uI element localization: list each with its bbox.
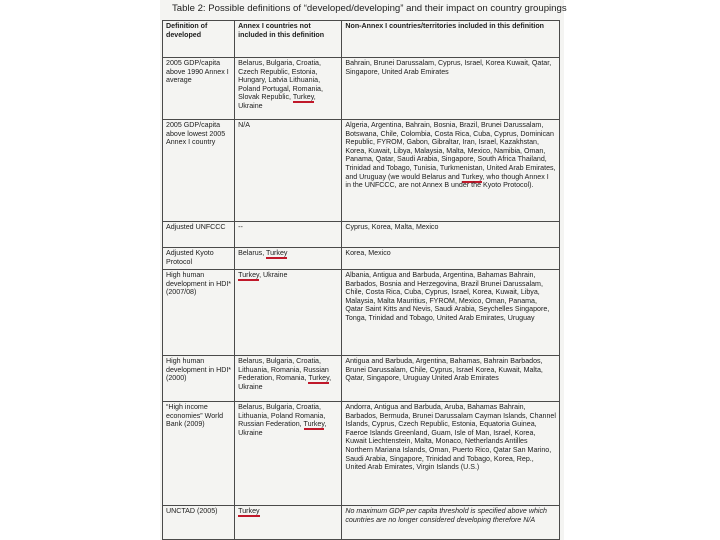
row-definition: High human development in HDI* (2000) bbox=[163, 356, 235, 402]
annex-text: Belarus, Bulgaria, Croatia, Lithuania, Poland Romania, Russian Federation, bbox=[238, 403, 326, 429]
annex-text-end: , Ukraine bbox=[238, 374, 332, 391]
header-nonannex-included: Non-Annex I countries/territories included in this definition bbox=[342, 21, 560, 58]
nonannex-text: Algeria, Argentina, Bahrain, Bosnia, Brazil, Brunei Darussalam, Botswana, Chile, Colombia, Costa Rica, Cuba, Cyprus, Dominican Republic, FYROM, Gabon, Gibraltar, Iran, Israel, Kazakhstan, Korea, Kuwait, Libya, Malaysia, Malta, Mexico, Namibia, Oman, Panama, Qatar, Saudi Arabia, Singapore, South Africa Thailand, Trinidad and Tobago, Tunisia, Turkmenistan, United Arab Emirates, and Uruguay (we would Belarus and bbox=[345, 121, 556, 181]
definitions-table bbox=[162, 20, 560, 540]
row-annex bbox=[235, 402, 342, 506]
header-definition: Definition of developed bbox=[163, 21, 235, 58]
turkey-highlight: Turkey bbox=[308, 374, 330, 383]
table-title: Table 2: Possible definitions of “developed/developing” and their impact on country groupings bbox=[172, 3, 567, 14]
row-nonannex: Bahrain, Brunei Darussalam, Cyprus, Israel, Korea Kuwait, Qatar, Singapore, United Arab Emirates bbox=[342, 58, 560, 120]
row-definition: Adjusted UNFCCC bbox=[163, 222, 235, 248]
row-definition: UNCTAD (2005) bbox=[163, 506, 235, 540]
table-row bbox=[163, 270, 560, 356]
table-row bbox=[163, 356, 560, 402]
row-definition: 2005 GDP/capita above 1990 Annex I average bbox=[163, 58, 235, 120]
row-annex bbox=[235, 248, 342, 270]
row-nonannex: Korea, Mexico bbox=[342, 248, 560, 270]
row-definition: Adjusted Kyoto Protocol bbox=[163, 248, 235, 270]
row-nonannex: Albania, Antigua and Barbuda, Argentina, Bahamas Bahrain, Barbados, Bosnia and Herzegovina, Brazil Brunei Darussalam, Chile, Costa Rica, Cuba, Cyprus, Israel, Korea, Kuwait, Libya, Malaysia, Malta Mauritius, FYROM, Mexico, Oman, Panama, Qatar Saint Kitts and Nevis, Saudi Arabia, Seychelles Singapore, Tonga, Trinidad and Tobago, United Arab Emirates, Uruguay bbox=[342, 270, 560, 356]
nonannex-text-end: , who though Annex I in the UNFCCC, are not Annex B under the Kyoto Protocol). bbox=[345, 172, 549, 190]
row-annex bbox=[235, 506, 342, 540]
turkey-highlight: Turkey bbox=[238, 271, 260, 279]
table-row bbox=[163, 58, 560, 120]
row-annex: N/A bbox=[235, 120, 342, 222]
row-nonannex: No maximum GDP per capita threshold is specified above which countries are no longer considered developing therefore N/A bbox=[342, 506, 560, 540]
row-annex bbox=[235, 270, 342, 356]
turkey-highlight: Turkey bbox=[238, 507, 260, 515]
row-definition: High human development in HDI* (2007/08) bbox=[163, 270, 235, 356]
turkey-highlight: Turkey bbox=[292, 93, 314, 102]
annex-text-end: , Ukraine bbox=[238, 93, 316, 110]
row-nonannex: Antigua and Barbuda, Argentina, Bahamas, Bahrain Barbados, Brunei Darussalam, Chile, Cyprus, Israel Korea, Kuwait, Malta, Qatar, Singapore, Uruguay United Arab Emirates bbox=[342, 356, 560, 402]
table-row bbox=[163, 506, 560, 540]
annex-text: Belarus, Bulgaria, Croatia, Lithuania, Romania, Russian Federation, Romania, bbox=[238, 357, 329, 383]
row-nonannex: Andorra, Antigua and Barbuda, Aruba, Bahamas Bahrain, Barbados, Bermuda, Brunei Darussalam Cayman Islands, Channel Islands, Cyprus, Czech Republic, Estonia, Equatoria Guinea, Faeroe Islands Greenland, Guam, Isle of Man, Israel, Korea, Kuwait Liechtenstein, Malta, Monaco, Netherlands Antilles Northern Mariana Islands, Oman, Puerto Rico, Qatar San Marino, Saudi Arabia, Singapore, Trinidad and Tobago, Korea, Rep., United Arab Emirates, Virgin Islands (U.S.) bbox=[342, 402, 560, 506]
table-row bbox=[163, 402, 560, 506]
table-row bbox=[163, 248, 560, 270]
header-annex-not-included: Annex I countries not included in this definition bbox=[235, 21, 342, 58]
row-definition: 2005 GDP/capita above lowest 2005 Annex I country bbox=[163, 120, 235, 222]
row-annex bbox=[235, 356, 342, 402]
turkey-highlight: Turkey bbox=[461, 172, 483, 181]
annex-text: Belarus, Bulgaria, Croatia, Czech Republic, Estonia, Hungary, Latvia Lithuania, Poland Portugal, Romania, Slovak Republic, bbox=[238, 59, 323, 102]
turkey-highlight: Turkey bbox=[303, 420, 325, 429]
row-annex: -- bbox=[235, 222, 342, 248]
annex-text: Belarus, bbox=[238, 249, 265, 257]
row-definition: “High income economies” World Bank (2009) bbox=[163, 402, 235, 506]
row-annex bbox=[235, 58, 342, 120]
row-nonannex bbox=[342, 120, 560, 222]
annex-text-end: , Ukraine bbox=[259, 271, 288, 279]
header-row bbox=[163, 21, 560, 58]
turkey-highlight: Turkey bbox=[266, 249, 288, 257]
row-nonannex: Cyprus, Korea, Malta, Mexico bbox=[342, 222, 560, 248]
table-row bbox=[163, 120, 560, 222]
annex-text-end: , Ukraine bbox=[238, 420, 327, 437]
table-row bbox=[163, 222, 560, 248]
